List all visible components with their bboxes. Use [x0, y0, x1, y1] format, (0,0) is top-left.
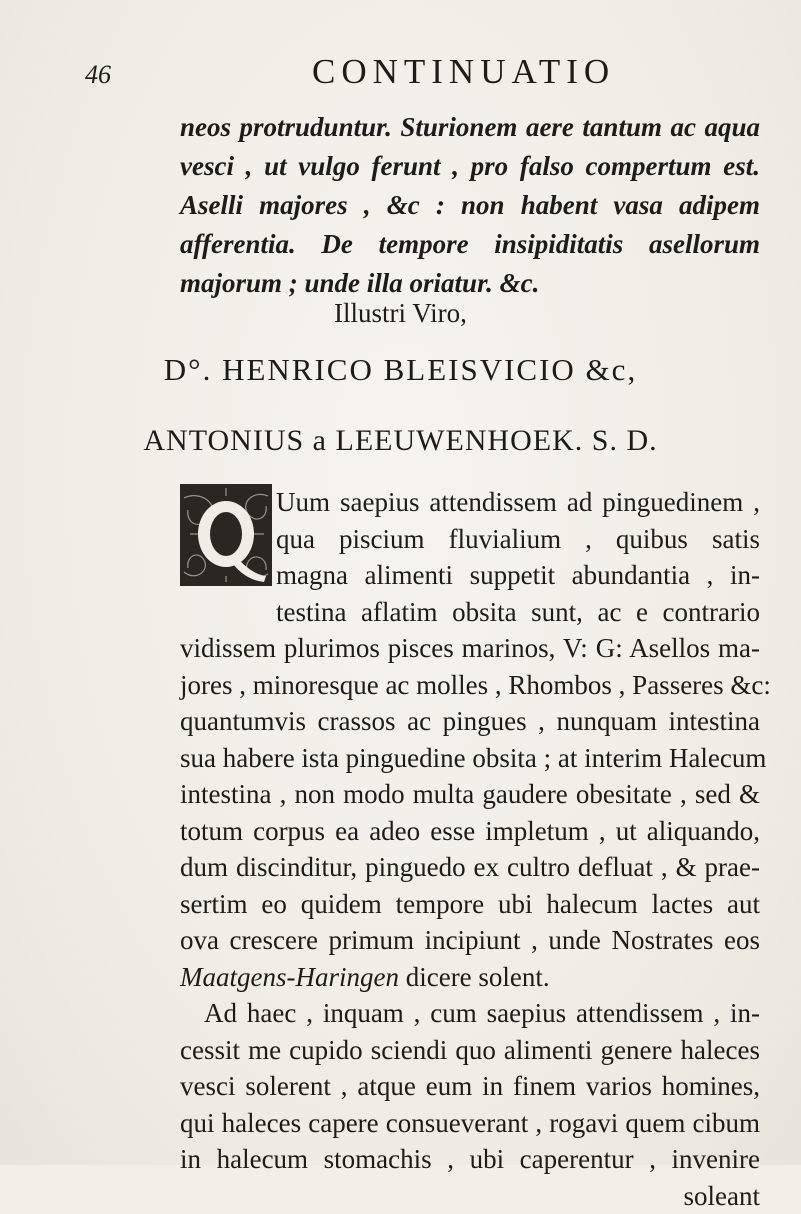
summary-line: afferentia. De tempore insipiditatis asellorum [180, 225, 760, 264]
italic-term: Maatgens-Haringen [180, 962, 399, 992]
running-title: CONTINUATIO [312, 52, 615, 92]
text-line: quantumvis crassos ac pingues , nunquam intestina [180, 703, 760, 740]
text-line: in halecum stomachis , ubi caperentur , invenire [180, 1141, 760, 1178]
text-line: cessit me cupido sciendi quo alimenti genere haleces [180, 1032, 760, 1069]
text-line: testina aflatim obsita sunt, ac e contrario [276, 594, 760, 631]
page-header [0, 52, 801, 102]
text-line: qui haleces capere consueverant , rogavi quem cibum [180, 1105, 760, 1142]
summary-line: vesci , ut vulgo ferunt , pro falso compertum est. [180, 147, 760, 186]
text-line: sertim eo quidem tempore ubi halecum lactes aut [180, 886, 760, 923]
text-line [180, 959, 760, 996]
text-line: qua piscium fluvialium , quibus satis [276, 521, 760, 558]
text-line: magna alimenti suppetit abundantia , in- [276, 557, 760, 594]
page-number: 46 [85, 60, 111, 90]
summary-line: Aselli majores , &c : non habent vasa adipem [180, 186, 760, 225]
summary-line: majorum ; unde illa oriatur. &c. [180, 264, 760, 303]
text-line: sua habere ista pinguedine obsita ; at interim Halecum [180, 740, 760, 777]
text-line: vesci solerent , atque eum in finem varios homines, [180, 1068, 760, 1105]
text-line: ova crescere primum incipiunt , unde Nostrates eos [180, 922, 760, 959]
letter-body [180, 484, 760, 1214]
chapter-summary [180, 108, 760, 303]
summary-line: neos protruduntur. Sturionem aere tantum ac aqua [180, 108, 760, 147]
catchword: soleant [180, 1178, 760, 1214]
text-line: totum corpus ea adeo esse impletum , ut aliquando, [180, 813, 760, 850]
text-line: dum discinditur, pinguedo ex cultro defluat , & prae- [180, 849, 760, 886]
text-line: intestina , non modo multa gaudere obesitate , sed & [180, 776, 760, 813]
dedication-sender: ANTONIUS a LEEUWENHOEK. S. D. [0, 424, 801, 458]
text-line: Uum saepius attendissem ad pinguedinem , [276, 484, 760, 521]
dedication-salutation: Illustri Viro, [0, 298, 801, 329]
dedication-recipient: D°. HENRICO BLEISVICIO &c, [0, 352, 801, 388]
text-line: Ad haec , inquam , cum saepius attendissem , in- [180, 995, 760, 1032]
text-fragment: dicere solent. [399, 962, 550, 992]
text-line: vidissem plurimos pisces marinos, V: G: Asellos ma- [180, 630, 760, 667]
text-line: jores , minoresque ac molles , Rhombos , Passeres &c: [180, 667, 760, 704]
